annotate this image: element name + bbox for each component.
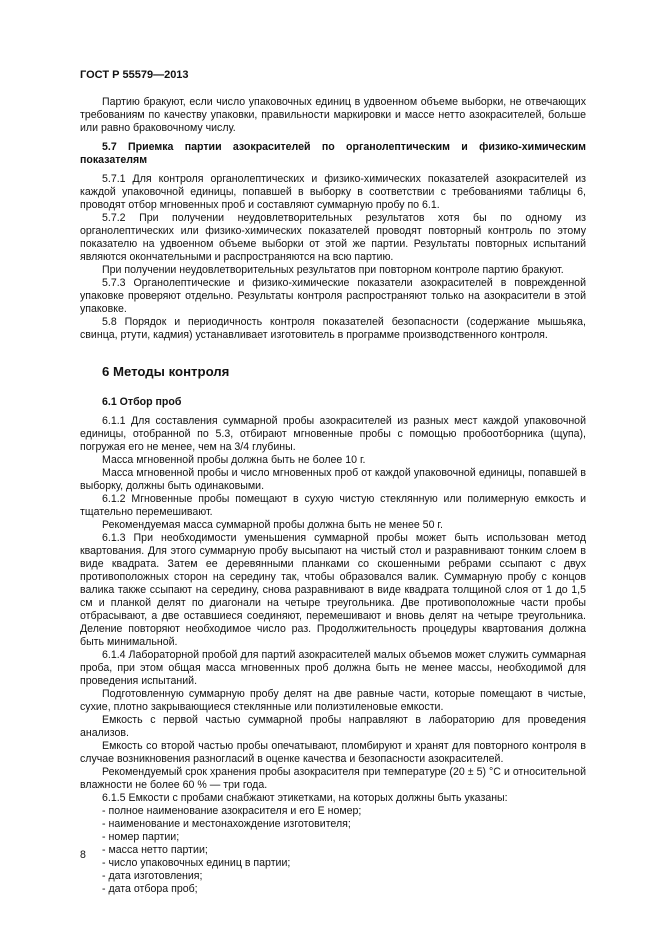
- list-item: - полное наименование азокрасителя и его Е номер;: [102, 805, 362, 817]
- paragraph-5-7-1: 5.7.1 Для контроля органолептических и физико-химических показателей азокрасителей из каждой упаковочной единицы, попавшей в выборку в соответствии с требованиями таблицы 6, проводят отбор мгновенных проб и составляют суммарную пробу по 6.1.: [80, 173, 586, 211]
- page-number: 8: [80, 849, 86, 861]
- list-item: - номер партии;: [102, 831, 180, 843]
- paragraph: Партию бракуют, если число упаковочных единиц в удвоенном объеме выборки, не отвечающих требованиям по качеству упаковки, правильности маркировки и массе нетто азокрасителей, больше или равно браковочному числу.: [80, 96, 586, 134]
- paragraph: Рекомендуемая масса суммарной пробы должна быть не менее 50 г.: [102, 519, 443, 531]
- paragraph: Емкость с первой частью суммарной пробы направляют в лабораторию для проведения анализов.: [80, 714, 586, 739]
- document-body: [80, 96, 586, 896]
- section-heading-6-1: 6.1 Отбор проб: [102, 396, 182, 408]
- paragraph: Рекомендуемый срок хранения пробы азокрасителя при температуре (20 ± 5) °С и относительной влажности не более 60 % — три года.: [80, 766, 586, 791]
- list-item: - дата отбора проб;: [102, 883, 198, 895]
- paragraph: При получении неудовлетворительных результатов при повторном контроле партию бракуют.: [102, 264, 564, 276]
- paragraph: Емкость со второй частью пробы опечатывают, пломбируют и хранят для повторного контроля в случае возникновения разногласий в оценке качества и безопасности азокрасителей.: [80, 740, 586, 765]
- paragraph: Подготовленную суммарную пробу делят на две равные части, которые помещают в чистые, сухие, плотно закрывающиеся стеклянные или полиэтиленовые емкости.: [80, 688, 586, 713]
- list-item: - масса нетто партии;: [102, 844, 208, 856]
- paragraph-6-1-4: 6.1.4 Лабораторной пробой для партий азокрасителей малых объемов может служить суммарная проба, при этом общая масса мгновенных проб должна быть не менее массы, необходимой для проведения испытаний.: [80, 649, 586, 687]
- paragraph-6-1-3: 6.1.3 При необходимости уменьшения суммарной пробы может быть использован метод квартования. Для этого суммарную пробу высыпают на чистый стол и разравнивают тонким слоем в виде квадрата. Затем ее деревянными планками со скошенными ребрами ссыпают с двух противоположных сторон на середину так, чтобы образовался валик. Суммарную пробу с концов валика также ссыпают на середину, снова разравнивают в виде квадрата толщиной слоя от 1 до 1,5 см и планкой делят по диагонали на четыре треугольника. Две противоположные части пробы отбрасывают, а две оставшиеся соединяют, перемешивают и вновь делят на четыре треугольника. Деление повторяют необходимое число раз. Продолжительность процедуры квартования должна быть минимальной.: [80, 532, 586, 648]
- standard-header: ГОСТ Р 55579—2013: [80, 69, 189, 81]
- paragraph-6-1-1: 6.1.1 Для составления суммарной пробы азокрасителей из разных мест каждой упаковочной единицы, отобранной по 5.3, отбирают мгновенные пробы с помощью пробоотборника (щупа), погружая его не менее, чем на 3/4 глубины.: [80, 415, 586, 453]
- paragraph-6-1-5: 6.1.5 Емкости с пробами снабжают этикетками, на которых должны быть указаны:: [102, 792, 508, 804]
- paragraph-6-1-2: 6.1.2 Мгновенные пробы помещают в сухую чистую стеклянную или полимерную емкость и тщательно перемешивают.: [80, 493, 586, 518]
- label-requirements-list: [80, 805, 586, 896]
- paragraph: Масса мгновенной пробы должна быть не более 10 г.: [102, 454, 366, 466]
- paragraph-5-7-2: 5.7.2 При получении неудовлетворительных результатов хотя бы по одному из органолептических или физико-химических показателей проводят повторный контроль по этому показателю на удвоенном объеме выборки от этой же партии. Результаты повторных испытаний являются окончательными и распространяются на всю партию.: [80, 212, 586, 263]
- list-item: - число упаковочных единиц в партии;: [102, 857, 291, 869]
- paragraph-5-8: 5.8 Порядок и периодичность контроля показателей безопасности (содержание мышьяка, свинца, ртути, кадмия) устанавливает изготовитель в программе производственного контроля.: [80, 316, 586, 341]
- paragraph: Масса мгновенной пробы и число мгновенных проб от каждой упаковочной единицы, попавшей в выборку, должны быть одинаковыми.: [80, 467, 586, 492]
- paragraph-5-7-3: 5.7.3 Органолептические и физико-химические показатели азокрасителей в поврежденной упаковке проверяют отдельно. Результаты контроля распространяют только на азокрасители в этой упаковке.: [80, 277, 586, 315]
- list-item: - дата изготовления;: [102, 870, 203, 882]
- list-item: - наименование и местонахождение изготовителя;: [102, 818, 351, 830]
- section-heading-5-7: 5.7 Приемка партии азокрасителей по органолептическим и физико-химическим показателям: [80, 141, 586, 166]
- section-heading-6: 6 Методы контроля: [102, 364, 230, 379]
